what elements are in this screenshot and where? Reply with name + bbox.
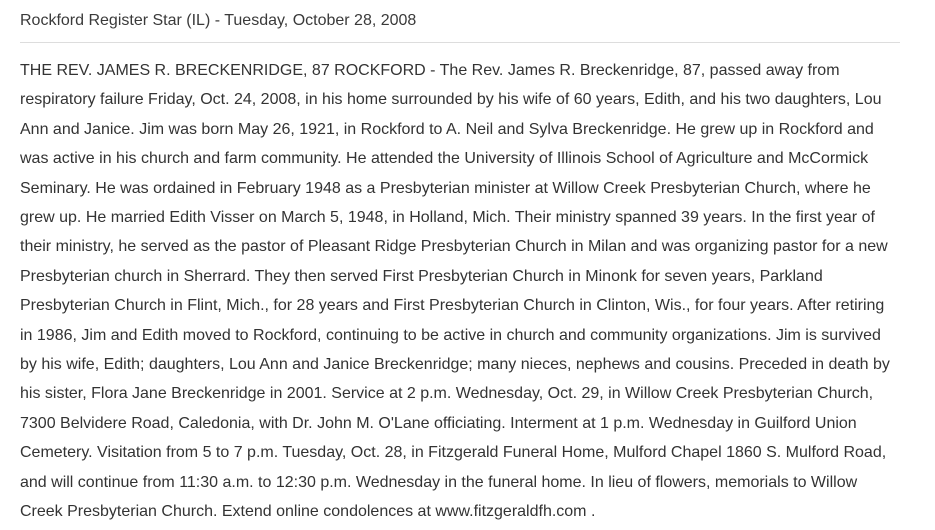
header-divider	[20, 42, 900, 43]
article-source-line: Rockford Register Star (IL) - Tuesday, October 28, 2008	[20, 12, 417, 29]
obituary-text: THE REV. JAMES R. BRECKENRIDGE, 87 ROCKFORD - The Rev. James R. Breckenridge, 87, passed away from respiratory failure Friday, Oct. 24, 2008, in his home surrounded by his wife of 60 years, Edith, and his two daughters, Lou Ann and Janice. Jim was born May 26, 1921, in Rockford to A. Neil and Sylva Breckenridge. He grew up in Rockford and was active in his church and farm community. He attended the University of Illinois School of Agriculture and McCormick Seminary. He was ordained in February 1948 as a Presbyterian minister at Willow Creek Presbyterian Church, where he grew up. He married Edith Visser on March 5, 1948, in Holland, Mich. Their ministry spanned 39 years. In the first year of their ministry, he served as the pastor of Pleasant Ridge Presbyterian Church in Milan and was organizing pastor for a new Presbyterian church in Sherrard. They then served First Presbyterian Church in Minonk for seven years, Parkland Presbyterian Church in Flint, Mich., for 28 years and First Presbyterian Church in Clinton, Wis., for four years. After retiring in 1986, Jim and Edith moved to Rockford, continuing to be active in church and community organizations. Jim is survived by his wife, Edith; daughters, Lou Ann and Janice Breckenridge; many nieces, nephews and cousins. Preceded in death by his sister, Flora Jane Breckenridge in 2001. Service at 2 p.m. Wednesday, Oct. 29, in Willow Creek Presbyterian Church, 7300 Belvidere Road, Caledonia, with Dr. John M. O'Lane officiating. Interment at 1 p.m. Wednesday in Guilford Union Cemetery. Visitation from 5 to 7 p.m. Tuesday, Oct. 28, in Fitzgerald Funeral Home, Mulford Chapel 1860 S. Mulford Road, and will continue from 11:30 a.m. to 12:30 p.m. Wednesday in the funeral home. In lieu of flowers, memorials to Willow Creek Presbyterian Church. Extend online condolences at www.fitzgeraldfh.com .	[20, 62, 890, 521]
